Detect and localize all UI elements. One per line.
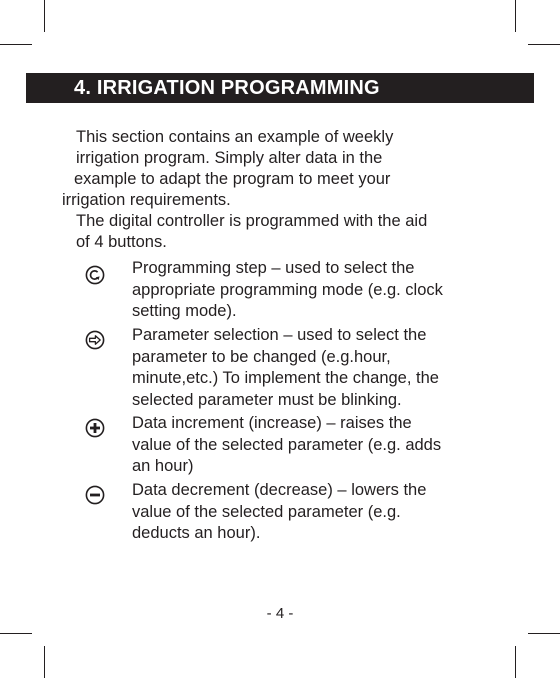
button-description-line: Parameter selection – used to select the (132, 326, 427, 344)
intro-line: This section contains an example of weekly (76, 128, 394, 146)
button-description-line: deducts an hour). (132, 524, 261, 542)
crop-mark (528, 633, 560, 634)
intro-paragraph (58, 127, 498, 253)
minus-icon (85, 485, 105, 505)
section-title: 4. IRRIGATION PROGRAMMING (74, 77, 380, 99)
crop-mark (0, 633, 32, 634)
intro-line: of 4 buttons. (76, 233, 167, 251)
button-description-line: value of the selected parameter (e.g. adds (132, 435, 442, 454)
intro-line: irrigation requirements. (62, 191, 231, 209)
crop-mark (44, 0, 45, 32)
page-number: - 4 - (266, 605, 294, 622)
crop-mark (515, 646, 516, 678)
button-description-line: parameter to be changed (e.g.hour, (132, 347, 391, 366)
button-description-line: setting mode). (132, 302, 237, 320)
arrow-right-icon (85, 330, 105, 350)
crop-mark (515, 0, 516, 32)
button-description-line: Programming step – used to select the (132, 259, 415, 277)
intro-line: irrigation program. Simply alter data in the (76, 149, 383, 167)
button-description-line: Data decrement (decrease) – lowers the (132, 481, 427, 499)
button-description-line: selected parameter must be blinking. (132, 390, 402, 409)
intro-line: example to adapt the program to meet your (74, 170, 391, 188)
crop-mark (0, 44, 32, 45)
button-description-line: an hour) (132, 457, 194, 475)
button-description-line: appropriate programming mode (e.g. clock (132, 280, 443, 299)
intro-line: The digital controller is programmed with the aid (76, 212, 428, 230)
plus-icon (85, 418, 105, 438)
section-header (26, 73, 534, 103)
button-description-line: minute,etc.) To implement the change, the (132, 369, 439, 387)
button-description-line: value of the selected parameter (e.g. (132, 502, 401, 521)
programming-step-icon (85, 265, 105, 285)
button-description-line: Data increment (increase) – raises the (132, 414, 412, 432)
crop-mark (44, 646, 45, 678)
crop-mark (528, 44, 560, 45)
